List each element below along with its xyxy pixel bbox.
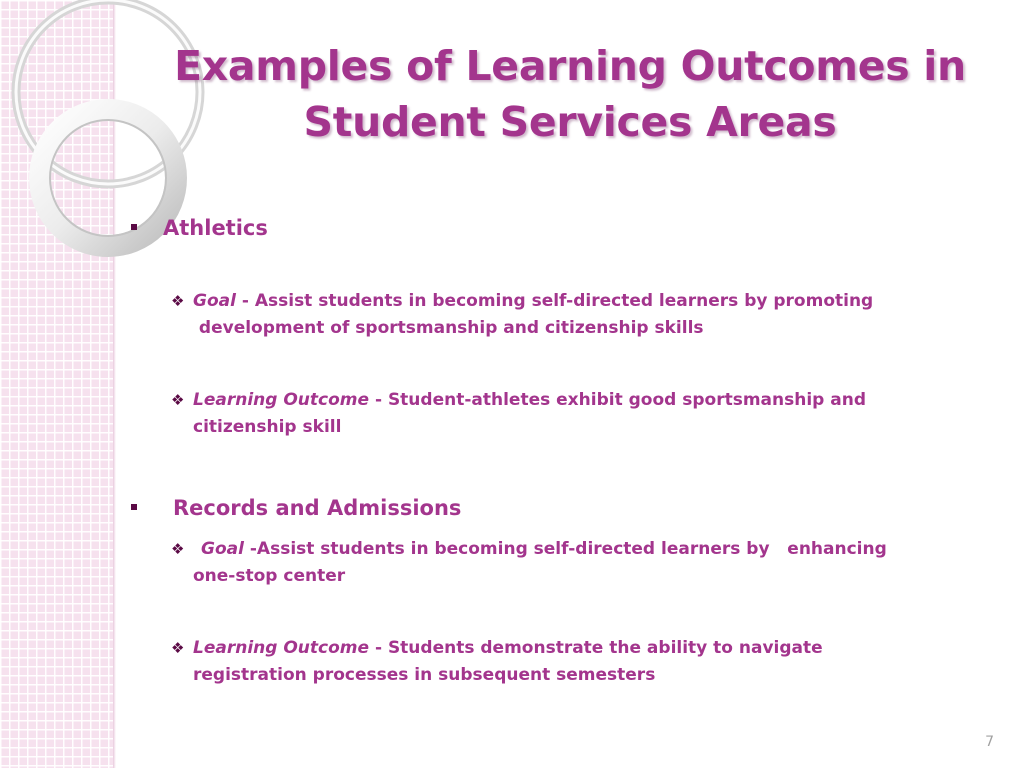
item-separator: - (369, 638, 388, 658)
item-text-line-1: Assist students in becoming self-directed learners by enhancing (256, 539, 887, 559)
page-number: 7 (985, 734, 994, 750)
section-heading-label: Athletics (163, 216, 268, 240)
item-separator: - (235, 291, 255, 311)
item-text-line-2: one-stop center (193, 566, 346, 586)
square-bullet-icon (131, 224, 137, 230)
item-text-line-1: Assist students in becoming self-directed learners by promoting (254, 291, 874, 311)
section-heading-label: Records and Admissions (173, 496, 462, 520)
item-label: Goal (193, 291, 236, 311)
diamond-bullet-icon: ❖ (171, 540, 185, 558)
title-line-1: Examples of Learning Outcomes in (174, 42, 966, 90)
item-text-line-1: Students demonstrate the ability to navigate (387, 638, 823, 658)
item-label: Goal (201, 539, 244, 559)
item-label: Learning Outcome (193, 390, 370, 410)
item-separator: - (369, 390, 388, 410)
diamond-bullet-icon: ❖ (171, 391, 185, 409)
slide-title (116, 38, 1024, 150)
item-text-line-1: Student-athletes exhibit good sportsmanship and (387, 390, 866, 410)
title-line-2: Student Services Areas (303, 98, 837, 146)
item-label: Learning Outcome (193, 638, 370, 658)
diamond-bullet-icon: ❖ (171, 292, 185, 310)
item-text-line-2: development of sportsmanship and citizenship skills (193, 318, 704, 338)
item-text-line-2: registration processes in subsequent semesters (193, 665, 656, 685)
item-text-line-2: citizenship skill (193, 417, 342, 437)
diamond-bullet-icon: ❖ (171, 639, 185, 657)
square-bullet-icon (131, 504, 137, 510)
item-separator: - (243, 539, 257, 559)
